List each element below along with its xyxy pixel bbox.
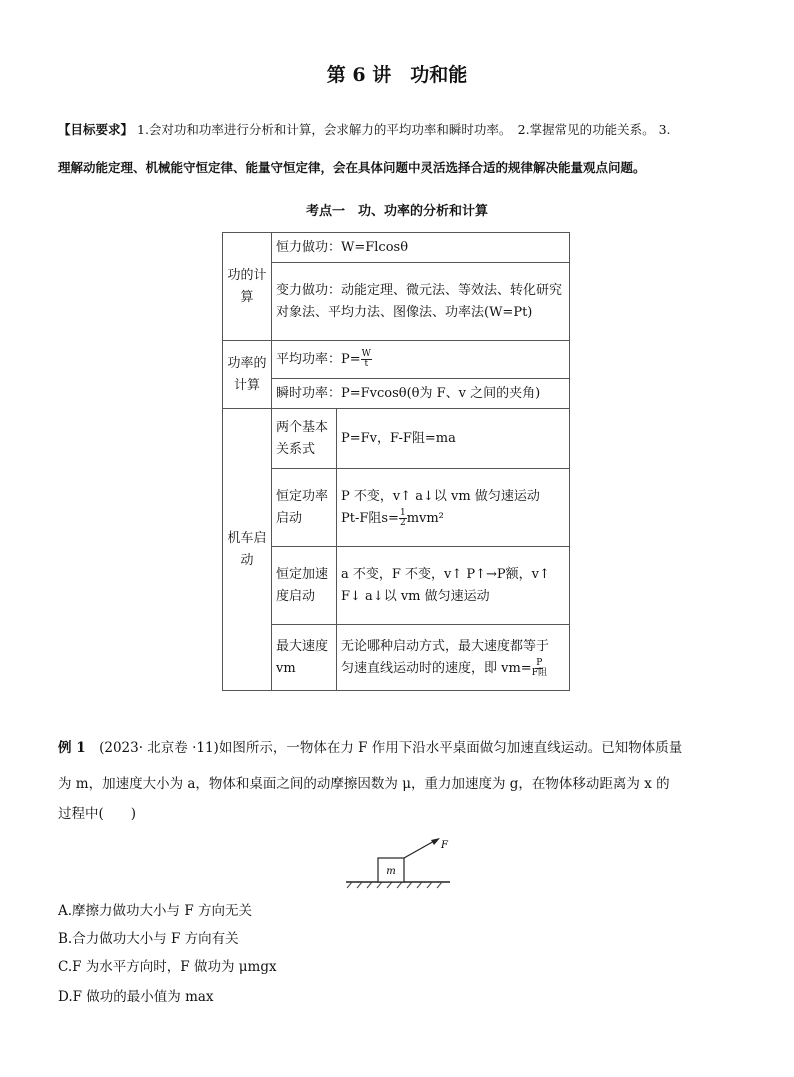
constant-accel-label: 恒定加速度启动: [272, 547, 337, 625]
constant-power-line-1: P 不变，v↑ a↓以 vm 做匀速运动: [341, 488, 540, 504]
option-a: A.摩擦力做功大小与 F 方向无关: [58, 903, 252, 919]
example-line-2: 为 m，加速度大小为 a，物体和桌面之间的动摩擦因数为 μ，重力加速度为 g，在物体移动距离为 x 的: [58, 776, 670, 792]
loco-category: 机车启动: [223, 409, 272, 691]
example-label: 例 1: [58, 740, 86, 756]
example-source: (2023· 北京卷 ·11): [99, 740, 219, 756]
example-text-1: 如图所示，一物体在力 F 作用下沿水平桌面做匀加速直线运动。已知物体质量: [218, 740, 683, 756]
basic-label: 两个基本关系式: [272, 409, 337, 469]
constant-power-label: 恒定功率启动: [272, 469, 337, 547]
cp-prefix: Pt-F阻s=: [341, 510, 399, 526]
section-title: 考点一 功、功率的分析和计算: [305, 204, 488, 219]
constant-accel-line-1: a 不变，F 不变，v↑ P↑→P额，v↑: [341, 566, 550, 582]
fraction-numerator: 1: [399, 507, 406, 518]
option-d: D.F 做功的最小值为 max: [58, 989, 214, 1005]
cp-fraction: [399, 509, 407, 528]
power-average-prefix: 平均功率：P=: [276, 351, 361, 367]
max-speed-content: [337, 625, 570, 691]
goal-text-2: 理解动能定理、机械能守恒定律、能量守恒定律，会在具体问题中灵活选择合适的规律解决能量观点问题。: [58, 160, 646, 175]
vmax-fraction: [532, 659, 547, 678]
force-label: F: [441, 840, 448, 851]
constant-accel-content: [337, 547, 570, 625]
power-instant: 瞬时功率：P=Fvcosθ(θ为 F、v 之间的夹角): [272, 379, 570, 409]
constant-power-content: [337, 469, 570, 547]
max-speed-line-2: [341, 658, 565, 680]
goal-line-1: [58, 120, 748, 140]
force-arrowhead: [431, 838, 440, 845]
block-force-figure: [344, 832, 454, 892]
goal-text-1: 1.会对功和功率进行分析和计算，会求解力的平均功率和瞬时功率。 2.掌握常见的功能关系。 3.: [137, 122, 671, 137]
force-arrow: [404, 840, 436, 858]
max-speed-line-1: 无论哪种启动方式，最大速度都等于: [341, 638, 550, 654]
mass-label: m: [386, 866, 396, 877]
basic-formula: P=Fv，F-F阻=ma: [337, 409, 570, 469]
cp-suffix: mvm²: [406, 510, 444, 526]
vmax-prefix: 匀速直线运动时的速度，即 vm=: [341, 660, 532, 676]
constant-accel-line-2: F↓ a↓以 vm 做匀速运动: [341, 588, 490, 604]
option-b: B.合力做功大小与 F 方向有关: [58, 931, 239, 947]
work-constant: 恒力做功：W=Flcosθ: [272, 233, 570, 263]
work-variable: 变力做功：动能定理、微元法、等效法、转化研究对象法、平均力法、图像法、功率法(W=Pt): [272, 263, 570, 341]
power-category: 功率的计算: [223, 341, 272, 409]
example-line-1: [58, 738, 748, 758]
power-average-fraction: [361, 350, 372, 369]
fraction-denominator: t: [364, 358, 369, 369]
power-average: [272, 341, 570, 379]
ground-hatch: [347, 882, 442, 888]
example-line-3: 过程中( ): [58, 806, 137, 822]
option-c: C.F 为水平方向时，F 做功为 μmgx: [58, 959, 277, 975]
work-category: 功的计算: [223, 233, 272, 341]
fraction-numerator: W: [361, 348, 371, 359]
goal-line-2: [58, 158, 748, 178]
max-speed-label: 最大速度 vm: [272, 625, 337, 691]
constant-power-line-2: [341, 508, 565, 530]
fraction-denominator: F阻: [531, 667, 547, 678]
page-title: 第 6 讲 功和能: [326, 64, 468, 86]
fraction-numerator: P: [536, 657, 543, 668]
fraction-denominator: 2: [399, 517, 406, 528]
goal-label: 【目标要求】: [58, 122, 134, 137]
knowledge-table: [222, 232, 570, 691]
